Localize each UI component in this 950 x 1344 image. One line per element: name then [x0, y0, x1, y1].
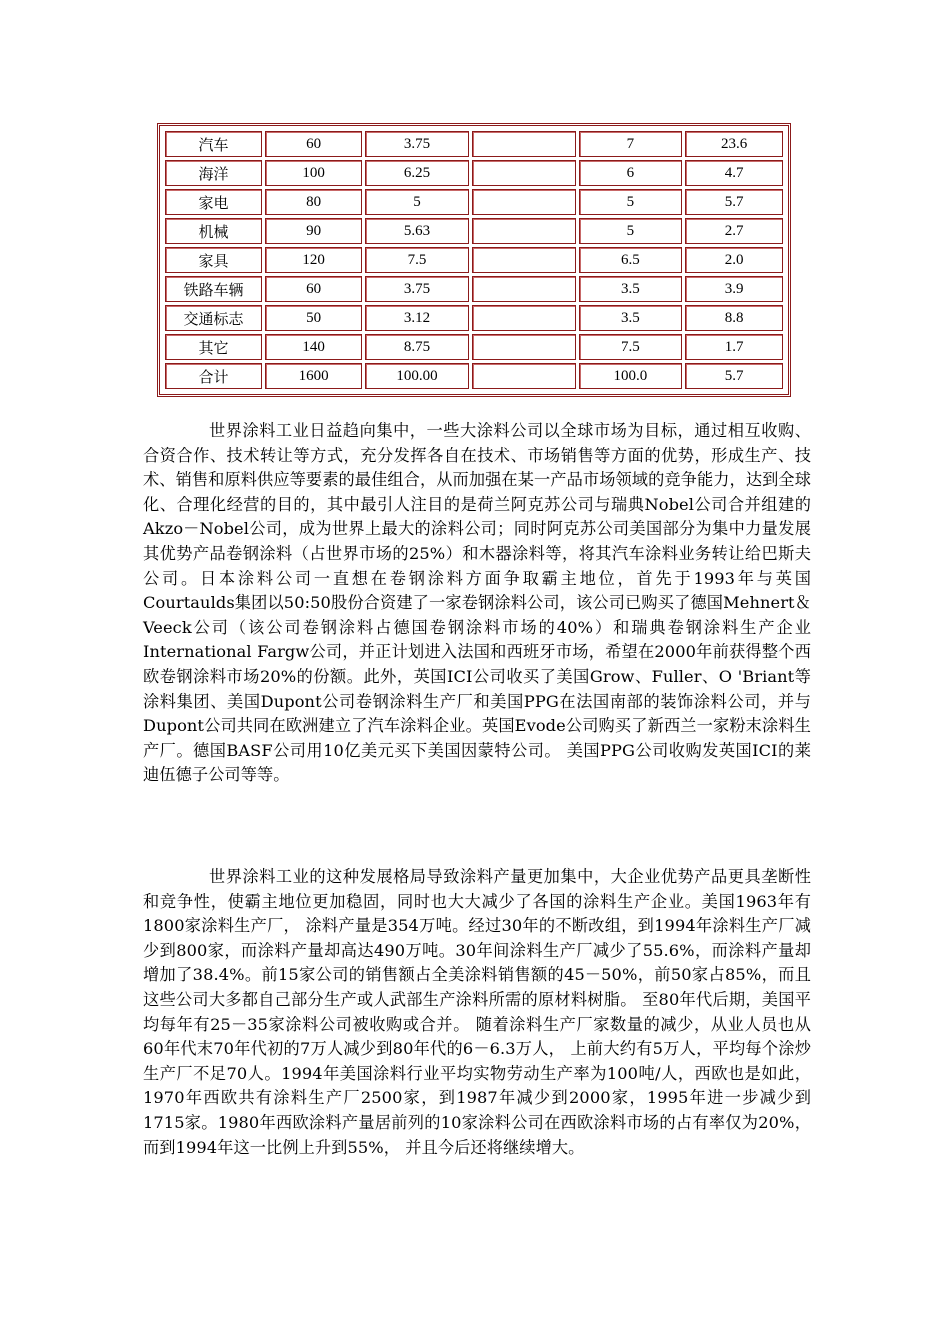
row-label-cell: 铁路车辆: [165, 276, 262, 302]
row-label-cell: 家电: [165, 189, 262, 215]
table-row: [165, 131, 783, 157]
table-cell: 5: [579, 189, 683, 215]
table-cell: 3.75: [365, 131, 469, 157]
table-cell: 7: [579, 131, 683, 157]
table-row: [165, 305, 783, 331]
table-cell: [472, 334, 576, 360]
table-cell: 5: [365, 189, 469, 215]
table-cell: 8.8: [685, 305, 783, 331]
table-cell: 5.63: [365, 218, 469, 244]
table-cell: 3.12: [365, 305, 469, 331]
table-cell: [472, 305, 576, 331]
table-cell: [472, 363, 576, 389]
table-cell: 6: [579, 160, 683, 186]
row-label-cell: 机械: [165, 218, 262, 244]
table-row: [165, 363, 783, 389]
table-row: [165, 276, 783, 302]
table-cell: 4.7: [685, 160, 783, 186]
table-row: [165, 218, 783, 244]
table-cell: 3.75: [365, 276, 469, 302]
table-cell: 3.5: [579, 305, 683, 331]
table-cell: 23.6: [685, 131, 783, 157]
paragraph-1: 世界涂料工业日益趋向集中，一些大涂料公司以全球市场为目标，通过相互收购、合资合作、技术转让等方式，充分发挥各自在技术、市场销售等方面的优势，形成生产、技术、销售和原料供应等要素的最佳组合，从而加强在某一产品市场领域的竞争能力，达到全球化、合理化经营的目的，其中最引人注目的是荷兰阿克苏公司与瑞典Nobel公司合并组建的Akzo－Nobel公司，成为世界上最大的涂料公司；同时阿克苏公司美国部分为集中力量发展其优势产品卷钢涂料（占世界市场的25%）和木器涂料等，将其汽车涂料业务转让给巴斯夫公司。日本涂料公司一直想在卷钢涂料方面争取霸主地位，首先于1993年与英国Courtaulds集团以50:50股份合资建了一家卷钢涂料公司，该公司已购买了德国Mehnert＆ Veeck公司（该公司卷钢涂料占德国卷钢涂料市场的40%）和瑞典卷钢涂料生产企业International Fargw公司，并正计划进入法国和西班牙市场，希望在2000年前获得整个西欧卷钢涂料市场20%的份额。此外，英国ICI公司收买了美国Grow、Fuller、O 'Briant等涂料集团、美国Dupont公司卷钢涂料生产厂和美国PPG在法国南部的装饰涂料公司，并与Dupont公司共同在欧洲建立了汽车涂料企业。英国Evode公司购买了新西兰一家粉末涂料生产厂。德国BASF公司用10亿美元买下美国因蒙特公司。 美国PPG公司收购发英国ICI的莱迪伍德子公司等等。: [143, 421, 811, 785]
row-label-cell: 合计: [165, 363, 262, 389]
paragraph-2: 世界涂料工业的这种发展格局导致涂料产量更加集中，大企业优势产品更具垄断性和竞争性，使霸主地位更加稳固，同时也大大减少了各国的涂料生产企业。美国1963年有1800家涂料生产厂， 涂料产量是354万吨。经过30年的不断改组，到1994年涂料生产厂减少到800家，而涂料产量却高达490万吨。30年间涂料生产厂减少了55.6%，而涂料产量却增加了38.4%。前15家公司的销售额占全美涂料销售额的45－50%，前50家占85%，而且这些公司大多都自己部分生产或人武部生产涂料所需的原材料树脂。 至80年代后期，美国平均每年有25－35家涂料公司被收购或合并。 随着涂料生产厂家数量的减少，从业人员也从60年代末70年代初的7万人减少到80年代的6－6.3万人， 上前大约有5万人，平均每个涂炒生产厂不足70人。1994年美国涂料行业平均实物劳动生产率为100吨/人，西欧也是如此，1970年西欧共有涂料生产厂2500家，到1987年减少到2000家，1995年进一步减少到1715家。1980年西欧涂料产量居前列的10家涂料公司在西欧涂料市场的占有率仅为20%， 而到1994年这一比例上升到55%， 并且今后还将继续增大。: [143, 867, 811, 1157]
table-row: [165, 160, 783, 186]
table-cell: 60: [265, 276, 362, 302]
table-cell: [472, 276, 576, 302]
table-cell: 3.9: [685, 276, 783, 302]
table-cell: 140: [265, 334, 362, 360]
row-label-cell: 其它: [165, 334, 262, 360]
table-cell: 7.5: [579, 334, 683, 360]
table-cell: 60: [265, 131, 362, 157]
table-cell: 100.0: [579, 363, 683, 389]
data-table: [162, 128, 786, 392]
row-label-cell: 汽车: [165, 131, 262, 157]
table-cell: 5: [579, 218, 683, 244]
table-cell: 8.75: [365, 334, 469, 360]
table-cell: 1600: [265, 363, 362, 389]
row-label-cell: 海洋: [165, 160, 262, 186]
table-cell: 5.7: [685, 189, 783, 215]
table-row: [165, 247, 783, 273]
table-cell: 100: [265, 160, 362, 186]
row-label-cell: 交通标志: [165, 305, 262, 331]
table-cell: [472, 131, 576, 157]
table-cell: 6.25: [365, 160, 469, 186]
table-cell: 5.7: [685, 363, 783, 389]
table-row: [165, 189, 783, 215]
row-label-cell: 家具: [165, 247, 262, 273]
data-table-frame: [157, 123, 791, 397]
table-cell: [472, 160, 576, 186]
table-cell: 90: [265, 218, 362, 244]
table-row: [165, 334, 783, 360]
table-cell: 100.00: [365, 363, 469, 389]
table-cell: 1.7: [685, 334, 783, 360]
table-cell: 3.5: [579, 276, 683, 302]
table-cell: 120: [265, 247, 362, 273]
table-cell: [472, 247, 576, 273]
table-cell: 2.7: [685, 218, 783, 244]
table-cell: 6.5: [579, 247, 683, 273]
table-cell: [472, 189, 576, 215]
table-cell: [472, 218, 576, 244]
table-cell: 2.0: [685, 247, 783, 273]
table-cell: 80: [265, 189, 362, 215]
table-cell: 7.5: [365, 247, 469, 273]
table-cell: 50: [265, 305, 362, 331]
